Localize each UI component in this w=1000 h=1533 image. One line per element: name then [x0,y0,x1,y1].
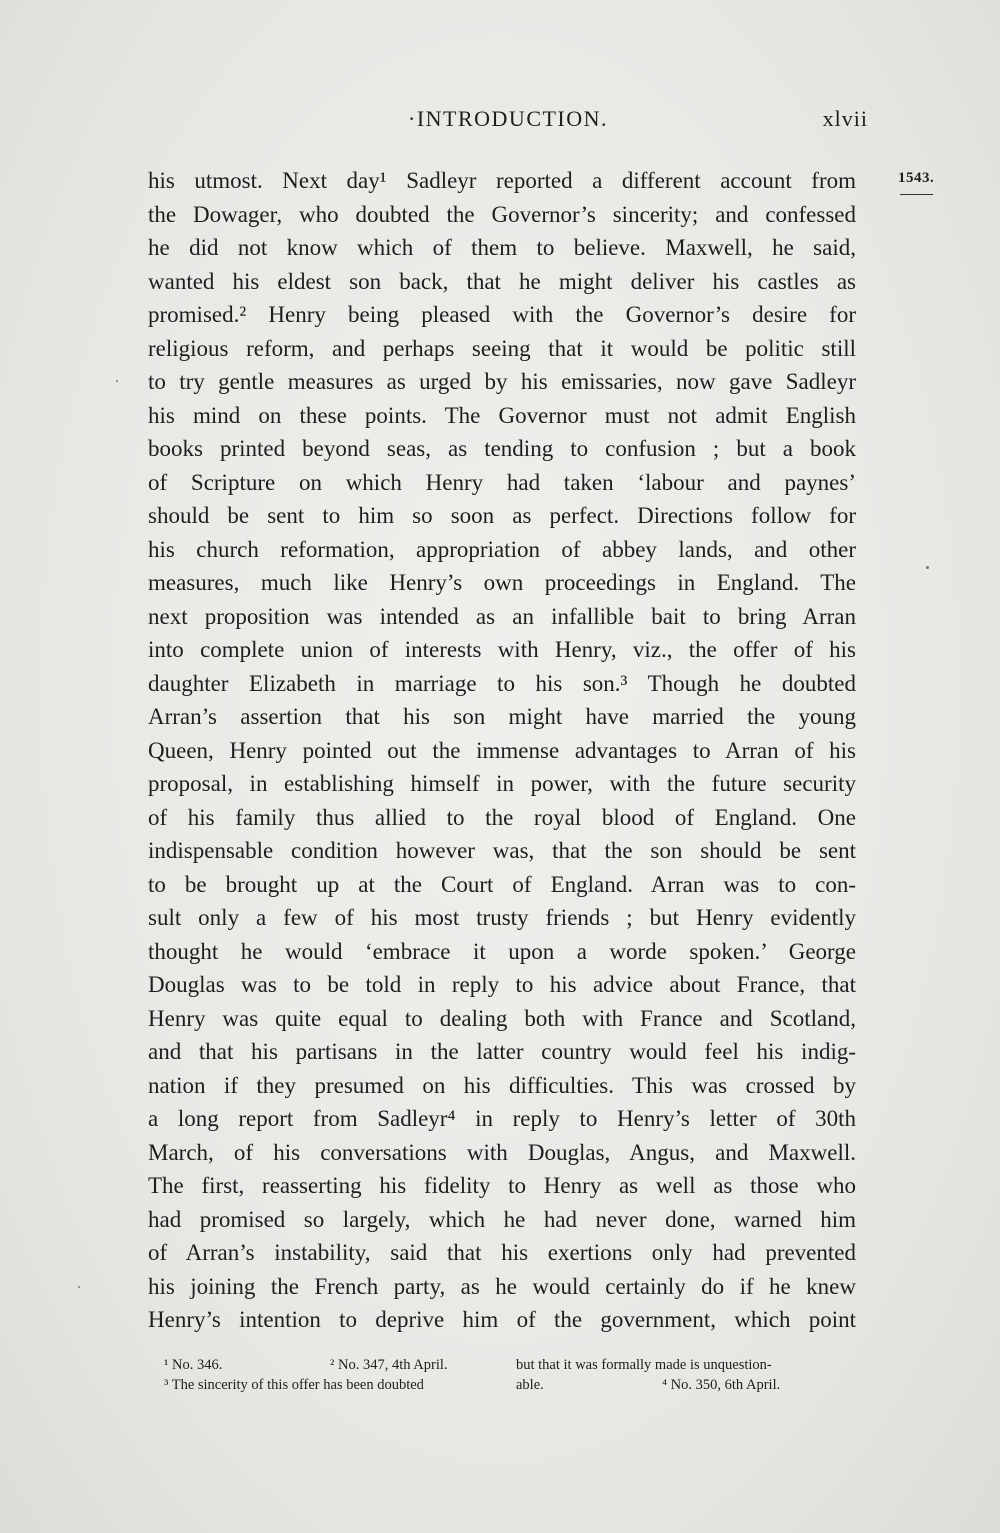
text-line: books printed beyond seas, as tending to confusion ; but a book [148,436,856,461]
text-line: a long report from Sadleyr⁴ in reply to Henry’s letter of 30th [148,1106,856,1131]
text-line: his utmost. Next day¹ Sadleyr reported a different account from [148,168,856,193]
footnote-3-end: able. [516,1377,544,1393]
text-line: the Dowager, who doubted the Governor’s sincerity; and confessed [148,201,856,227]
text-line: of Scripture on which Henry had taken ‘labour and paynes’ [148,469,856,495]
text-line: nation if they presumed on his difficulties. This was crossed by [148,1072,856,1098]
text-line: Douglas was to be told in reply to his advice about France, that [148,972,856,997]
text-line: proposal, in establishing himself in power, with the future security [148,771,856,796]
text-line: Henry’s intention to deprive him of the government, which point [148,1307,856,1332]
text-line: measures, much like Henry’s own proceedings in England. The [148,570,856,595]
text-line: promised.² Henry being pleased with the Governor’s desire for [148,302,856,327]
text-line: had promised so largely, which he had never done, warned him [148,1206,856,1232]
text-line: into complete union of interests with Henry, viz., the offer of his [148,637,856,662]
paper-speck [78,1286,80,1288]
text-line: and that his partisans in the latter country would feel his indig- [148,1039,856,1064]
footnote-row [164,1376,864,1396]
text-line: Arran’s assertion that his son might have married the young [148,704,856,729]
text-line: daughter Elizabeth in marriage to his son.³ Though he doubted [148,670,856,696]
text-line: his mind on these points. The Governor must not admit English [148,402,856,428]
text-line: thought he would ‘embrace it upon a worde spoken.’ George [148,938,856,964]
text-line: should be sent to him so soon as perfect. Directions follow for [148,503,856,528]
text-line: to try gentle measures as urged by his emissaries, now gave Sadleyr [148,369,856,394]
text-line: sult only a few of his most trusty friends ; but Henry evidently [148,905,856,930]
footnote-1: ¹ No. 346. [164,1357,223,1373]
text-line: religious reform, and perhaps seeing that it would be politic still [148,335,856,361]
text-line: his joining the French party, as he would certainly do if he knew [148,1273,856,1299]
text-line: of his family thus allied to the royal blood of England. One [148,804,856,830]
paper-speck [926,566,929,569]
page-number: xlvii [822,106,868,131]
footnote-row [164,1356,864,1376]
text-line: The first, reasserting his fidelity to Henry as well as those who [148,1173,856,1198]
text-line: his church reformation, appropriation of abbey lands, and other [148,536,856,562]
text-line: of Arran’s instability, said that his exertions only had prevented [148,1240,856,1265]
body-text [148,164,856,1337]
text-line: next proposition was intended as an infallible bait to bring Arran [148,603,856,629]
text-line: wanted his eldest son back, that he might deliver his castles as [148,268,856,294]
text-line: he did not know which of them to believe. Maxwell, he said, [148,235,856,260]
footnotes [164,1356,864,1396]
text-line: indispensable condition however was, that the son should be sent [148,838,856,863]
paper-speck [116,380,118,382]
running-head [148,106,868,140]
text-line: March, of his conversations with Douglas, Angus, and Maxwell. [148,1139,856,1165]
text-line: Queen, Henry pointed out the immense advantages to Arran of his [148,737,856,763]
footnote-3-continuation: but that it was formally made is unquestion- [516,1357,772,1373]
footnote-3: ³ The sincerity of this offer has been doubted [164,1377,424,1393]
margin-rule [900,194,933,195]
text-line: Henry was quite equal to dealing both with France and Scotland, [148,1005,856,1031]
running-title: ·INTRODUCTION. [408,106,609,131]
text-line: to be brought up at the Court of England. Arran was to con- [148,871,856,897]
margin-year-note: 1543. [898,170,935,186]
footnote-4: ⁴ No. 350, 6th April. [662,1377,781,1393]
footnote-2: ² No. 347, 4th April. [330,1357,448,1373]
